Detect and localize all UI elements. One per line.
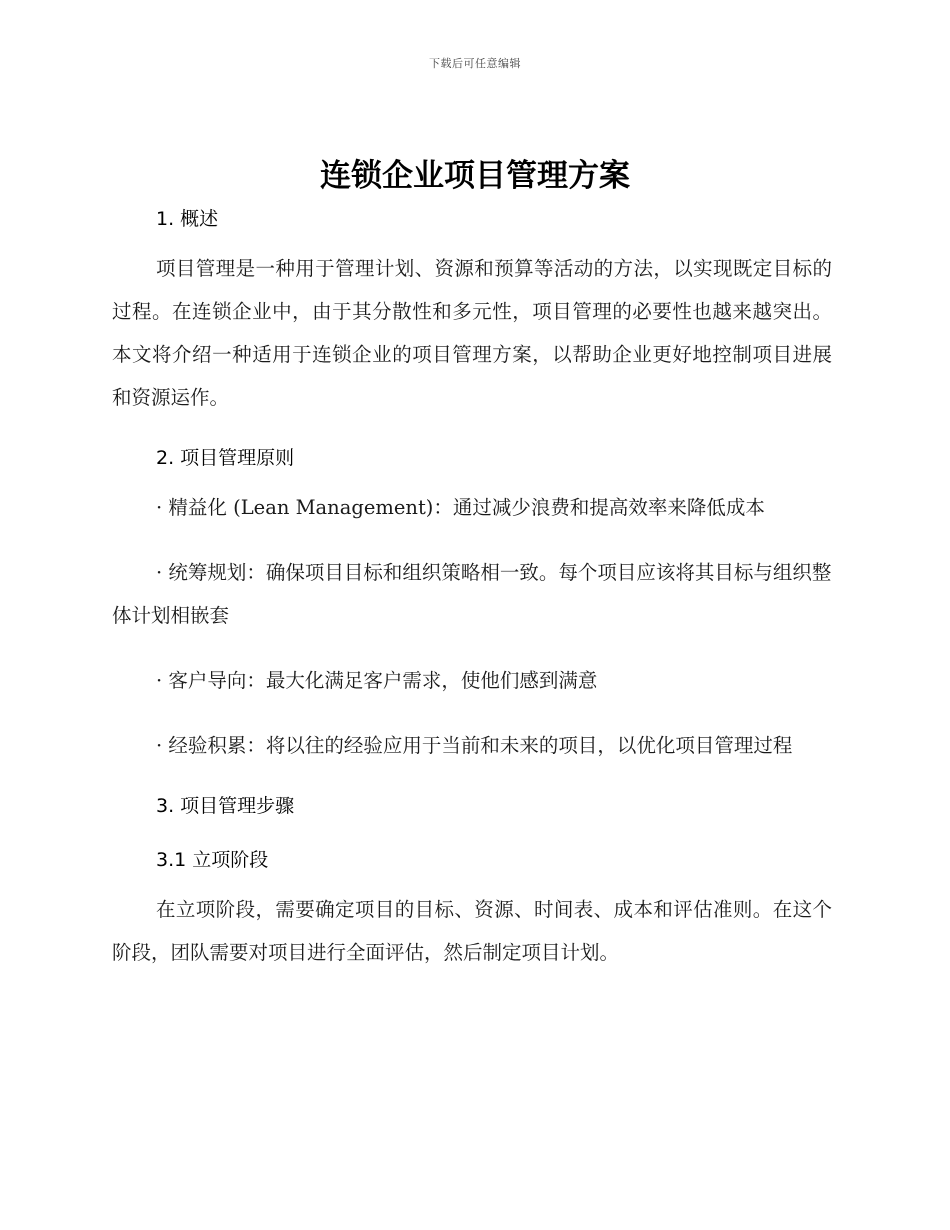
principle-item-customer: · 客户导向：最大化满足客户需求，使他们感到满意 [156, 669, 598, 692]
principle-item-lean: · 精益化 (Lean Management)：通过减少浪费和提高效率来降低成本 [156, 496, 765, 519]
header-note: 下载后可任意编辑 [429, 57, 521, 70]
principle-item-experience: · 经验积累：将以往的经验应用于当前和未来的项目，以优化项目管理过程 [156, 734, 793, 757]
document-body [112, 204, 832, 974]
initiation-paragraph: 在立项阶段，需要确定项目的目标、资源、时间表、成本和评估准则。在这个阶段，团队需要对项目进行全面评估，然后制定项目计划。 [112, 898, 832, 964]
principle-item-planning: · 统筹规划：确保项目目标和组织策略相一致。每个项目应该将其目标与组织整体计划相嵌套 [112, 561, 832, 627]
section-heading-principles: 2. 项目管理原则 [156, 447, 295, 469]
section-heading-overview: 1. 概述 [156, 208, 219, 230]
overview-paragraph: 项目管理是一种用于管理计划、资源和预算等活动的方法，以实现既定目标的过程。在连锁企业中，由于其分散性和多元性，项目管理的必要性也越来越突出。本文将介绍一种适用于连锁企业的项目管理方案，以帮助企业更好地控制项目进展和资源运作。 [112, 257, 832, 409]
section-heading-steps: 3. 项目管理步骤 [156, 795, 295, 817]
subsection-heading-initiation: 3.1 立项阶段 [156, 849, 269, 871]
document-title: 连锁企业项目管理方案 [320, 158, 630, 194]
